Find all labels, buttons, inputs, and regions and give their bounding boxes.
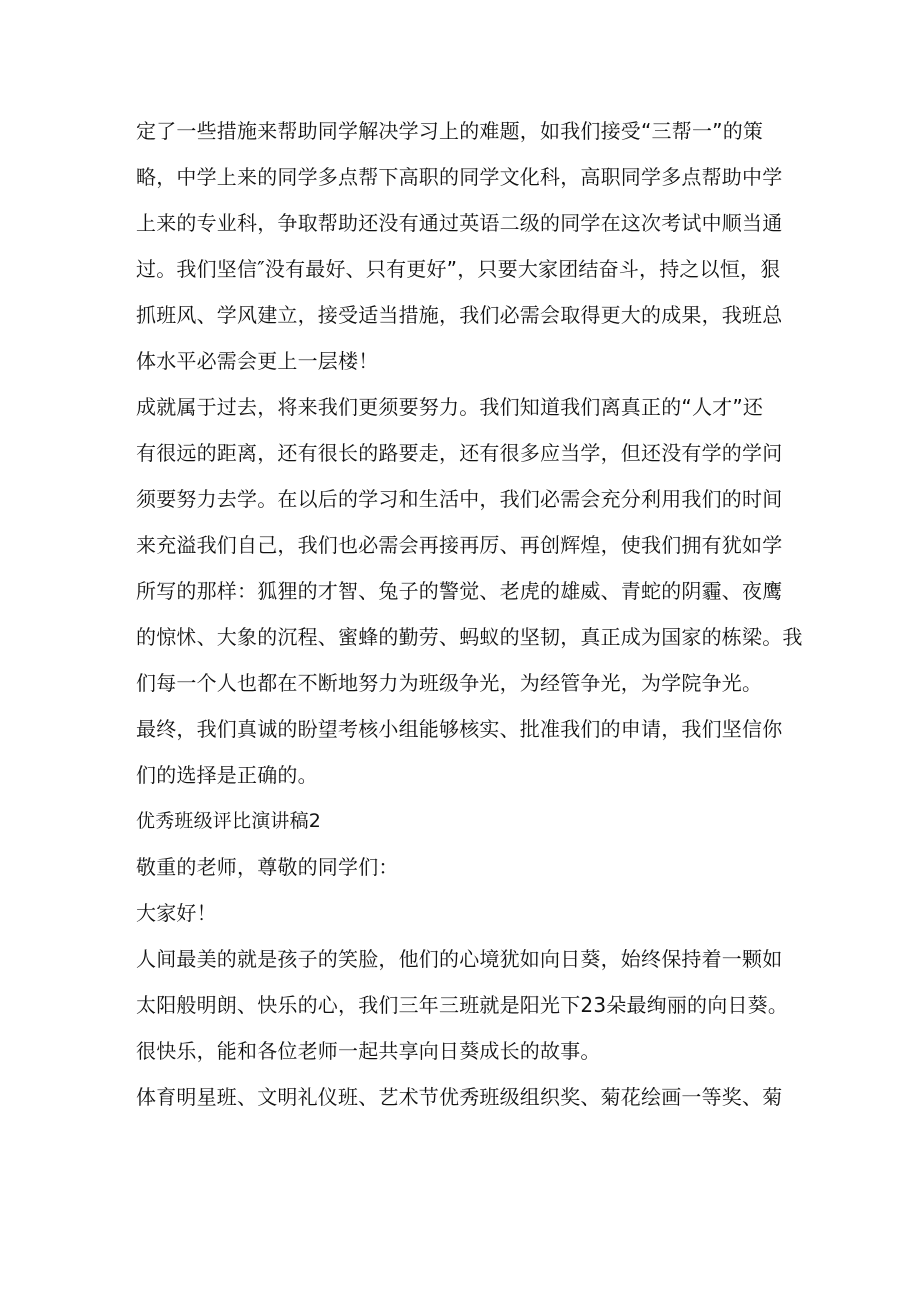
text-line: 体育明星班、文明礼仪班、艺术节优秀班级组织奖、菊花绘画一等奖、菊 (136, 1085, 783, 1109)
text-line: 们每一个人也都在不断地努力为班级争光，为经管争光，为学院争光。 (136, 671, 763, 695)
section-heading: 优秀班级评比演讲稿2 (136, 810, 322, 832)
text-line: 有很远的距离，还有很长的路要走，还有很多应当学，但还没有学的学问 (136, 441, 783, 465)
document-page (136, 108, 803, 1120)
text-line: 成就属于过去，将来我们更须要努力。我们知道我们离真正的“人才”还 (136, 395, 764, 419)
text-line: 过。我们坚信″没有最好、只有更好”，只要大家团结奋斗，持之以恒，狠 (136, 257, 781, 281)
text-line: 所写的那样：狐狸的才智、兔子的警觉、老虎的雄威、青蛇的阴霾、夜鹰 (136, 579, 783, 603)
text-line: 定了一些措施来帮助同学解决学习上的难题，如我们接受“三帮一”的策 (136, 119, 764, 143)
text-line: 人间最美的就是孩子的笑脸，他们的心境犹如向日葵，始终保持着一颗如 (136, 947, 783, 971)
text-line: 最终，我们真诚的盼望考核小组能够核实、批准我们的申请，我们坚信你 (136, 717, 783, 741)
text-line: 来充溢我们自己，我们也必需会再接再厉、再创辉煌，使我们拥有犹如学 (136, 533, 783, 557)
text-line: 略，中学上来的同学多点帮下高职的同学文化科，高职同学多点帮助中学 (136, 165, 783, 189)
greeting: 大家好！ (136, 901, 217, 925)
text-line: 很快乐，能和各位老师一起共享向日葵成长的故事。 (136, 1039, 601, 1063)
text-line: 上来的专业科，争取帮助还没有通过英语二级的同学在这次考试中顺当通 (136, 211, 783, 235)
text-line: 须要努力去学。在以后的学习和生活中，我们必需会充分利用我们的时间 (136, 487, 783, 511)
text-line: 体水平必需会更上一层楼！ (136, 349, 379, 373)
text-line: 们的选择是正确的。 (136, 763, 318, 787)
text-line: 抓班风、学风建立，接受适当措施，我们必需会取得更大的成果，我班总 (136, 303, 783, 327)
salutation: 敬重的老师，尊敬的同学们： (136, 855, 399, 879)
text-line: 太阳般明朗、快乐的心，我们三年三班就是阳光下23朵最绚丽的向日葵。 (136, 993, 789, 1017)
text-line: 的惊怵、大象的沉程、蜜蜂的勤劳、蚂蚁的坚韧，真正成为国家的栋梁。我 (136, 625, 803, 649)
